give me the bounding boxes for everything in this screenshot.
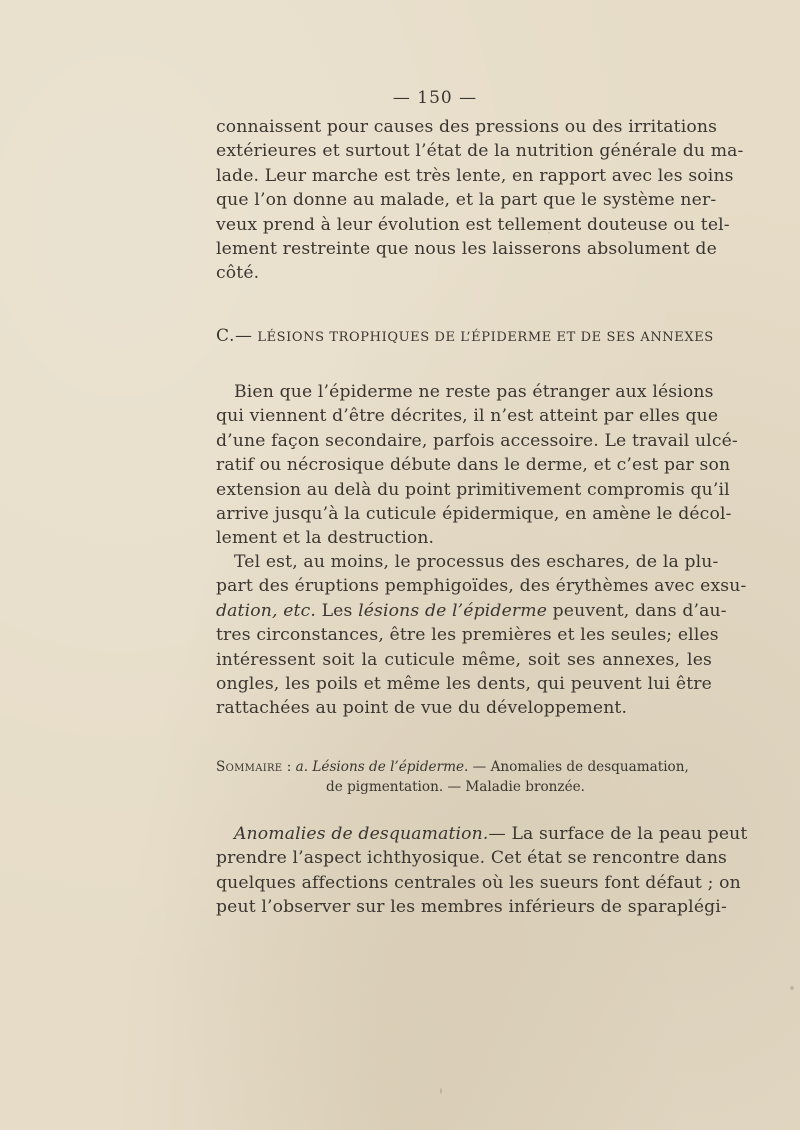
paragraph-desquamation — [216, 822, 748, 920]
text-line: que l’on donne au malade, et la part que le système ner- — [216, 190, 717, 211]
text-line: ongles, les poils et même les dents, qui peuvent lui être — [216, 673, 712, 694]
paper-speck — [790, 986, 794, 990]
text-fragment: Les — [315, 600, 359, 621]
section-heading — [216, 326, 712, 346]
paragraph-eschares — [216, 550, 747, 721]
text-line: côté. — [216, 263, 260, 284]
summary-line — [216, 757, 712, 777]
text-line: Tel est, au moins, le processus des eschares, de la plu- — [234, 552, 719, 572]
text-line: ratif ou nécrosique débute dans le derme, et c’est par son — [216, 455, 731, 476]
text-line: rattachées au point de vue du développement. — [216, 698, 628, 719]
text-line: part des éruptions pemphigoïdes, des érythèmes avec exsu- — [216, 576, 747, 597]
text-line-mixed — [216, 599, 727, 623]
paper-speck — [548, 232, 550, 234]
text-line: lade. Leur marche est très lente, en rapport avec les soins — [216, 165, 734, 186]
paragraph-epidermis-intro — [216, 380, 738, 551]
italic-phrase: dation, etc. — [216, 600, 316, 621]
text-line: extérieures et surtout l’état de la nutrition générale du ma- — [216, 141, 744, 162]
text-line: veux prend à leur évolution est tellement douteuse ou tel- — [216, 214, 730, 235]
summary-label: Sommaire — [216, 759, 283, 775]
summary-dash: — — [468, 759, 491, 775]
text-line-mixed — [216, 822, 748, 846]
text-line: arrive jusqu’à la cuticule épidermique, en amène le décol- — [216, 503, 732, 524]
section-letter: C.— — [216, 326, 253, 346]
text-line: quelques affections centrales où les sueurs font défaut ; on — [216, 872, 741, 893]
summary-block — [216, 757, 712, 797]
italic-phrase: Anomalies de desquamation. — [234, 824, 489, 844]
text-line: tres circonstances, être les premières et les seules; elles — [216, 625, 719, 646]
text-line: extension au delà du point primitivement compromis qu’il — [216, 479, 730, 500]
summary-colon: : — [282, 759, 296, 775]
text-line: lement et la destruction. — [216, 528, 435, 549]
summary-rest: Anomalies de desquamation, — [490, 759, 689, 775]
summary-item-a: a. Lésions de l’épiderme. — [295, 759, 469, 775]
text-fragment: peuvent, dans d’au- — [547, 600, 727, 621]
section-title: LÉSIONS TROPHIQUES DE L’ÉPIDERME ET DE SES ANNEXES — [257, 330, 714, 345]
text-line: qui viennent d’être décrites, il n’est atteint par elles que — [216, 406, 719, 427]
text-line: Bien que l’épiderme ne reste pas étranger aux lésions — [234, 382, 714, 402]
paper-speck — [440, 1088, 442, 1094]
text-line: prendre l’aspect ichthyosique. Cet état se rencontre dans — [216, 848, 728, 869]
summary-line: de pigmentation. — Maladie bronzée. — [326, 779, 585, 795]
text-fragment: — La surface de la peau peut — [488, 824, 748, 844]
text-line: d’une façon secondaire, parfois accessoire. Le travail ulcé- — [216, 430, 738, 451]
italic-phrase: lésions de l’épiderme — [358, 600, 548, 621]
text-line: intéressent soit la cuticule même, soit ses annexes, les — [216, 649, 712, 670]
text-line: lement restreinte que nous les laisserons absolument de — [216, 238, 717, 259]
page-number: — 150 — — [392, 88, 478, 108]
paragraph-continuation — [216, 115, 744, 286]
paper-speck — [300, 120, 302, 122]
text-line: connaissent pour causes des pressions ou des irritations — [216, 117, 718, 137]
text-line: peut l’observer sur les membres inférieurs de sparaplégi- — [216, 897, 727, 918]
